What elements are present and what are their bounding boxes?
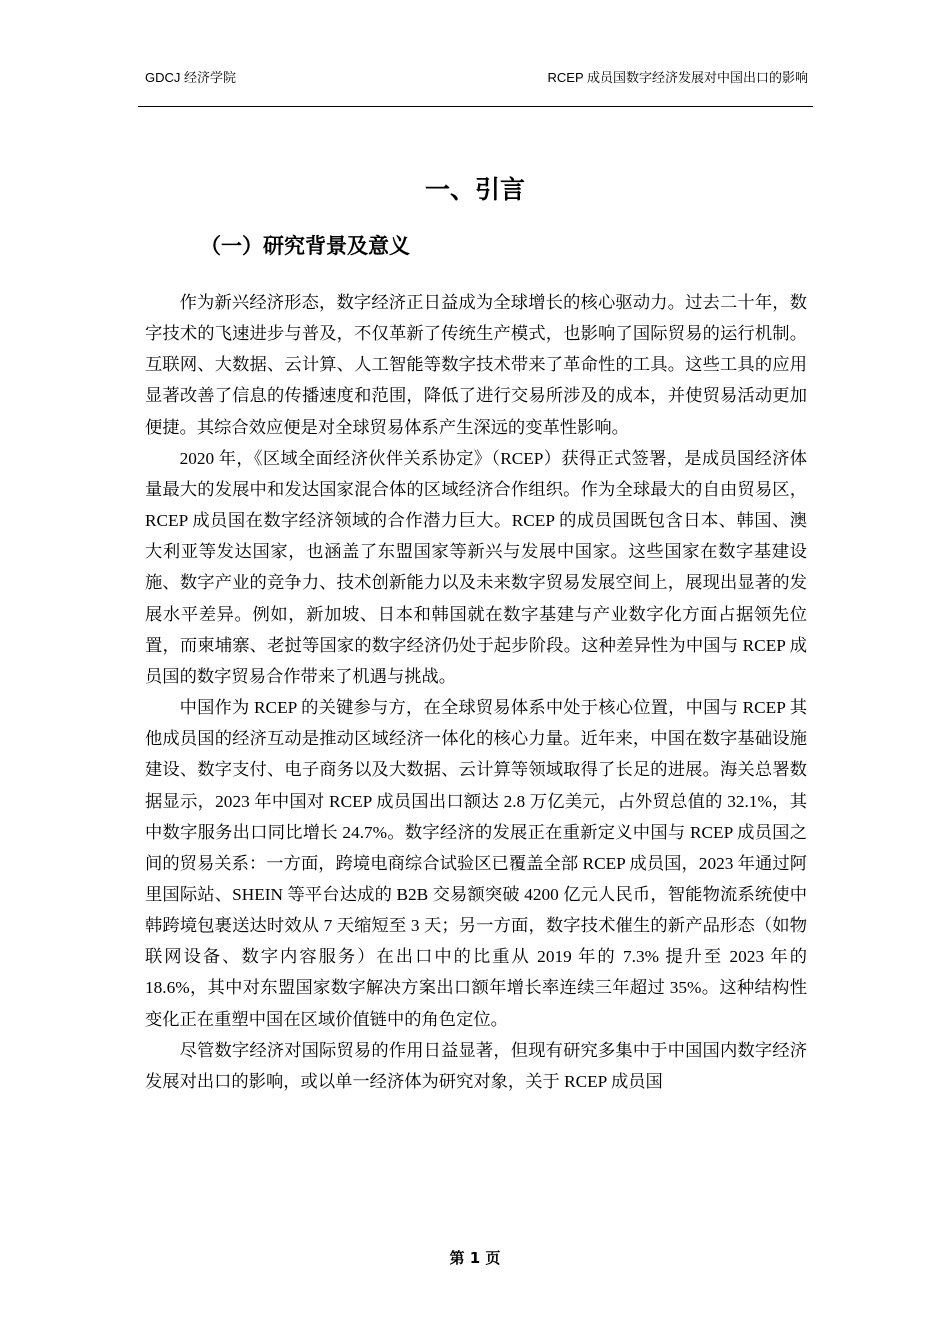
paragraph-3: 中国作为 RCEP 的关键参与方，在全球贸易体系中处于核心位置，中国与 RCEP 其他成员国的经济互动是推动区域经济一体化的核心力量。近年来，中国在数字基础设施建设、数字支付、电子商务以及大数据、云计算等领域取得了长足的进展。海关总署数据显示，2023 年中国对 RCEP 成员国出口额达 2.8 万亿美元，占外贸总值的 32.1%，其中数字服务出口同比增长 24.7%。数字经济的发展正在重新定义中国与 RCEP 成员国之间的贸易关系：一方面，跨境电商综合试验区已覆盖全部 RCEP 成员国，2023 年通过阿里国际站、SHEIN 等平台达成的 B2B 交易额突破 4200 亿元人民币，智能物流系统使中韩跨境包裹送达时效从 7 天缩短至 3 天；另一方面，数字技术催生的新产品形态（如物联网设备、数字内容服务）在出口中的比重从 2019 年的 7.3% 提升至 2023 年的 18.6%，其中对东盟国家数字解决方案出口额年增长率连续三年超过 35%。这种结构性变化正在重塑中国在区域价值链中的角色定位。 — [145, 698, 807, 1029]
paragraph-2: 2020 年，《区域全面经济伙伴关系协定》（RCEP）获得正式签署，是成员国经济体量最大的发展中和发达国家混合体的区域经济合作组织。作为全球最大的自由贸易区，RCEP 成员国在数字经济领域的合作潜力巨大。RCEP 的成员国既包含日本、韩国、澳大利亚等发达国家，也涵盖了东盟国家等新兴与发展中国家。这些国家在数字基建设施、数字产业的竞争力、技术创新能力以及未来数字贸易发展空间上，展现出显著的发展水平差异。例如，新加坡、日本和韩国就在数字基建与产业数字化方面占据领先位置，而柬埔寨、老挝等国家的数字经济仍处于起步阶段。这种差异性为中国与 RCEP 成员国的数字贸易合作带来了机遇与挑战。 — [145, 448, 807, 686]
paragraph-4: 尽管数字经济对国际贸易的作用日益显著，但现有研究多集中于中国国内数字经济发展对出口的影响，或以单一经济体为研究对象，关于 RCEP 成员国 — [145, 1040, 807, 1091]
page-number: 第 1 页 — [449, 1249, 501, 1267]
running-header-institution: GDCJ 经济学院 — [145, 70, 237, 85]
running-header-paper-title: RCEP 成员国数字经济发展对中国出口的影响 — [547, 70, 808, 85]
body-text — [145, 287, 807, 1097]
header-divider — [138, 106, 813, 107]
paragraph-1: 作为新兴经济形态，数字经济正日益成为全球增长的核心驱动力。过去二十年，数字技术的飞速进步与普及，不仅革新了传统生产模式，也影响了国际贸易的运行机制。互联网、大数据、云计算、人工智能等数字技术带来了革命性的工具。这些工具的应用显著改善了信息的传播速度和范围，降低了进行交易所涉及的成本，并使贸易活动更加便捷。其综合效应便是对全球贸易体系产生深远的变革性影响。 — [145, 293, 807, 437]
section-title: 一、引言 — [424, 175, 525, 204]
subsection-title: （一）研究背景及意义 — [200, 234, 410, 258]
